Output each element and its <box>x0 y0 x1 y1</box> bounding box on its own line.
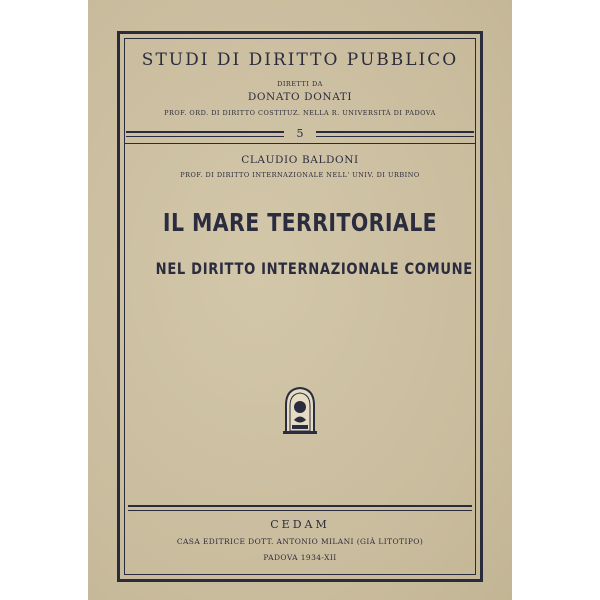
author-affiliation: PROF. DI DIRITTO INTERNAZIONALE NELL' UNIV. DI URBINO <box>180 171 420 179</box>
inner-border <box>124 38 476 575</box>
rule-publisher-bottom <box>128 510 472 511</box>
volume-number: 5 <box>296 127 304 140</box>
publication-place-date: PADOVA 1934-XII <box>263 553 337 562</box>
editor-affiliation: PROF. ORD. DI DIRITTO COSTITUZ. NELLA R. UNIVERSITÀ DI PADOVA <box>164 109 436 117</box>
rule-publisher-top <box>128 505 472 507</box>
rule-under-volume <box>124 143 476 144</box>
series-editor: DONATO DONATI <box>247 91 353 103</box>
directed-by-label: DIRETTI DA <box>277 80 323 88</box>
book-title: IL MARE TERRITORIALE <box>162 208 438 237</box>
publisher-emblem-icon <box>283 385 317 435</box>
publisher-address: CASA EDITRICE DOTT. ANTONIO MILANI (GIÀ LITOTIPO) <box>176 537 424 546</box>
author-name: CLAUDIO BALDONI <box>241 154 359 166</box>
publisher-name: CEDAM <box>270 518 330 531</box>
series-title: STUDI DI DIRITTO PUBBLICO <box>141 50 459 70</box>
book-subtitle: NEL DIRITTO INTERNAZIONALE COMUNE <box>155 259 473 278</box>
